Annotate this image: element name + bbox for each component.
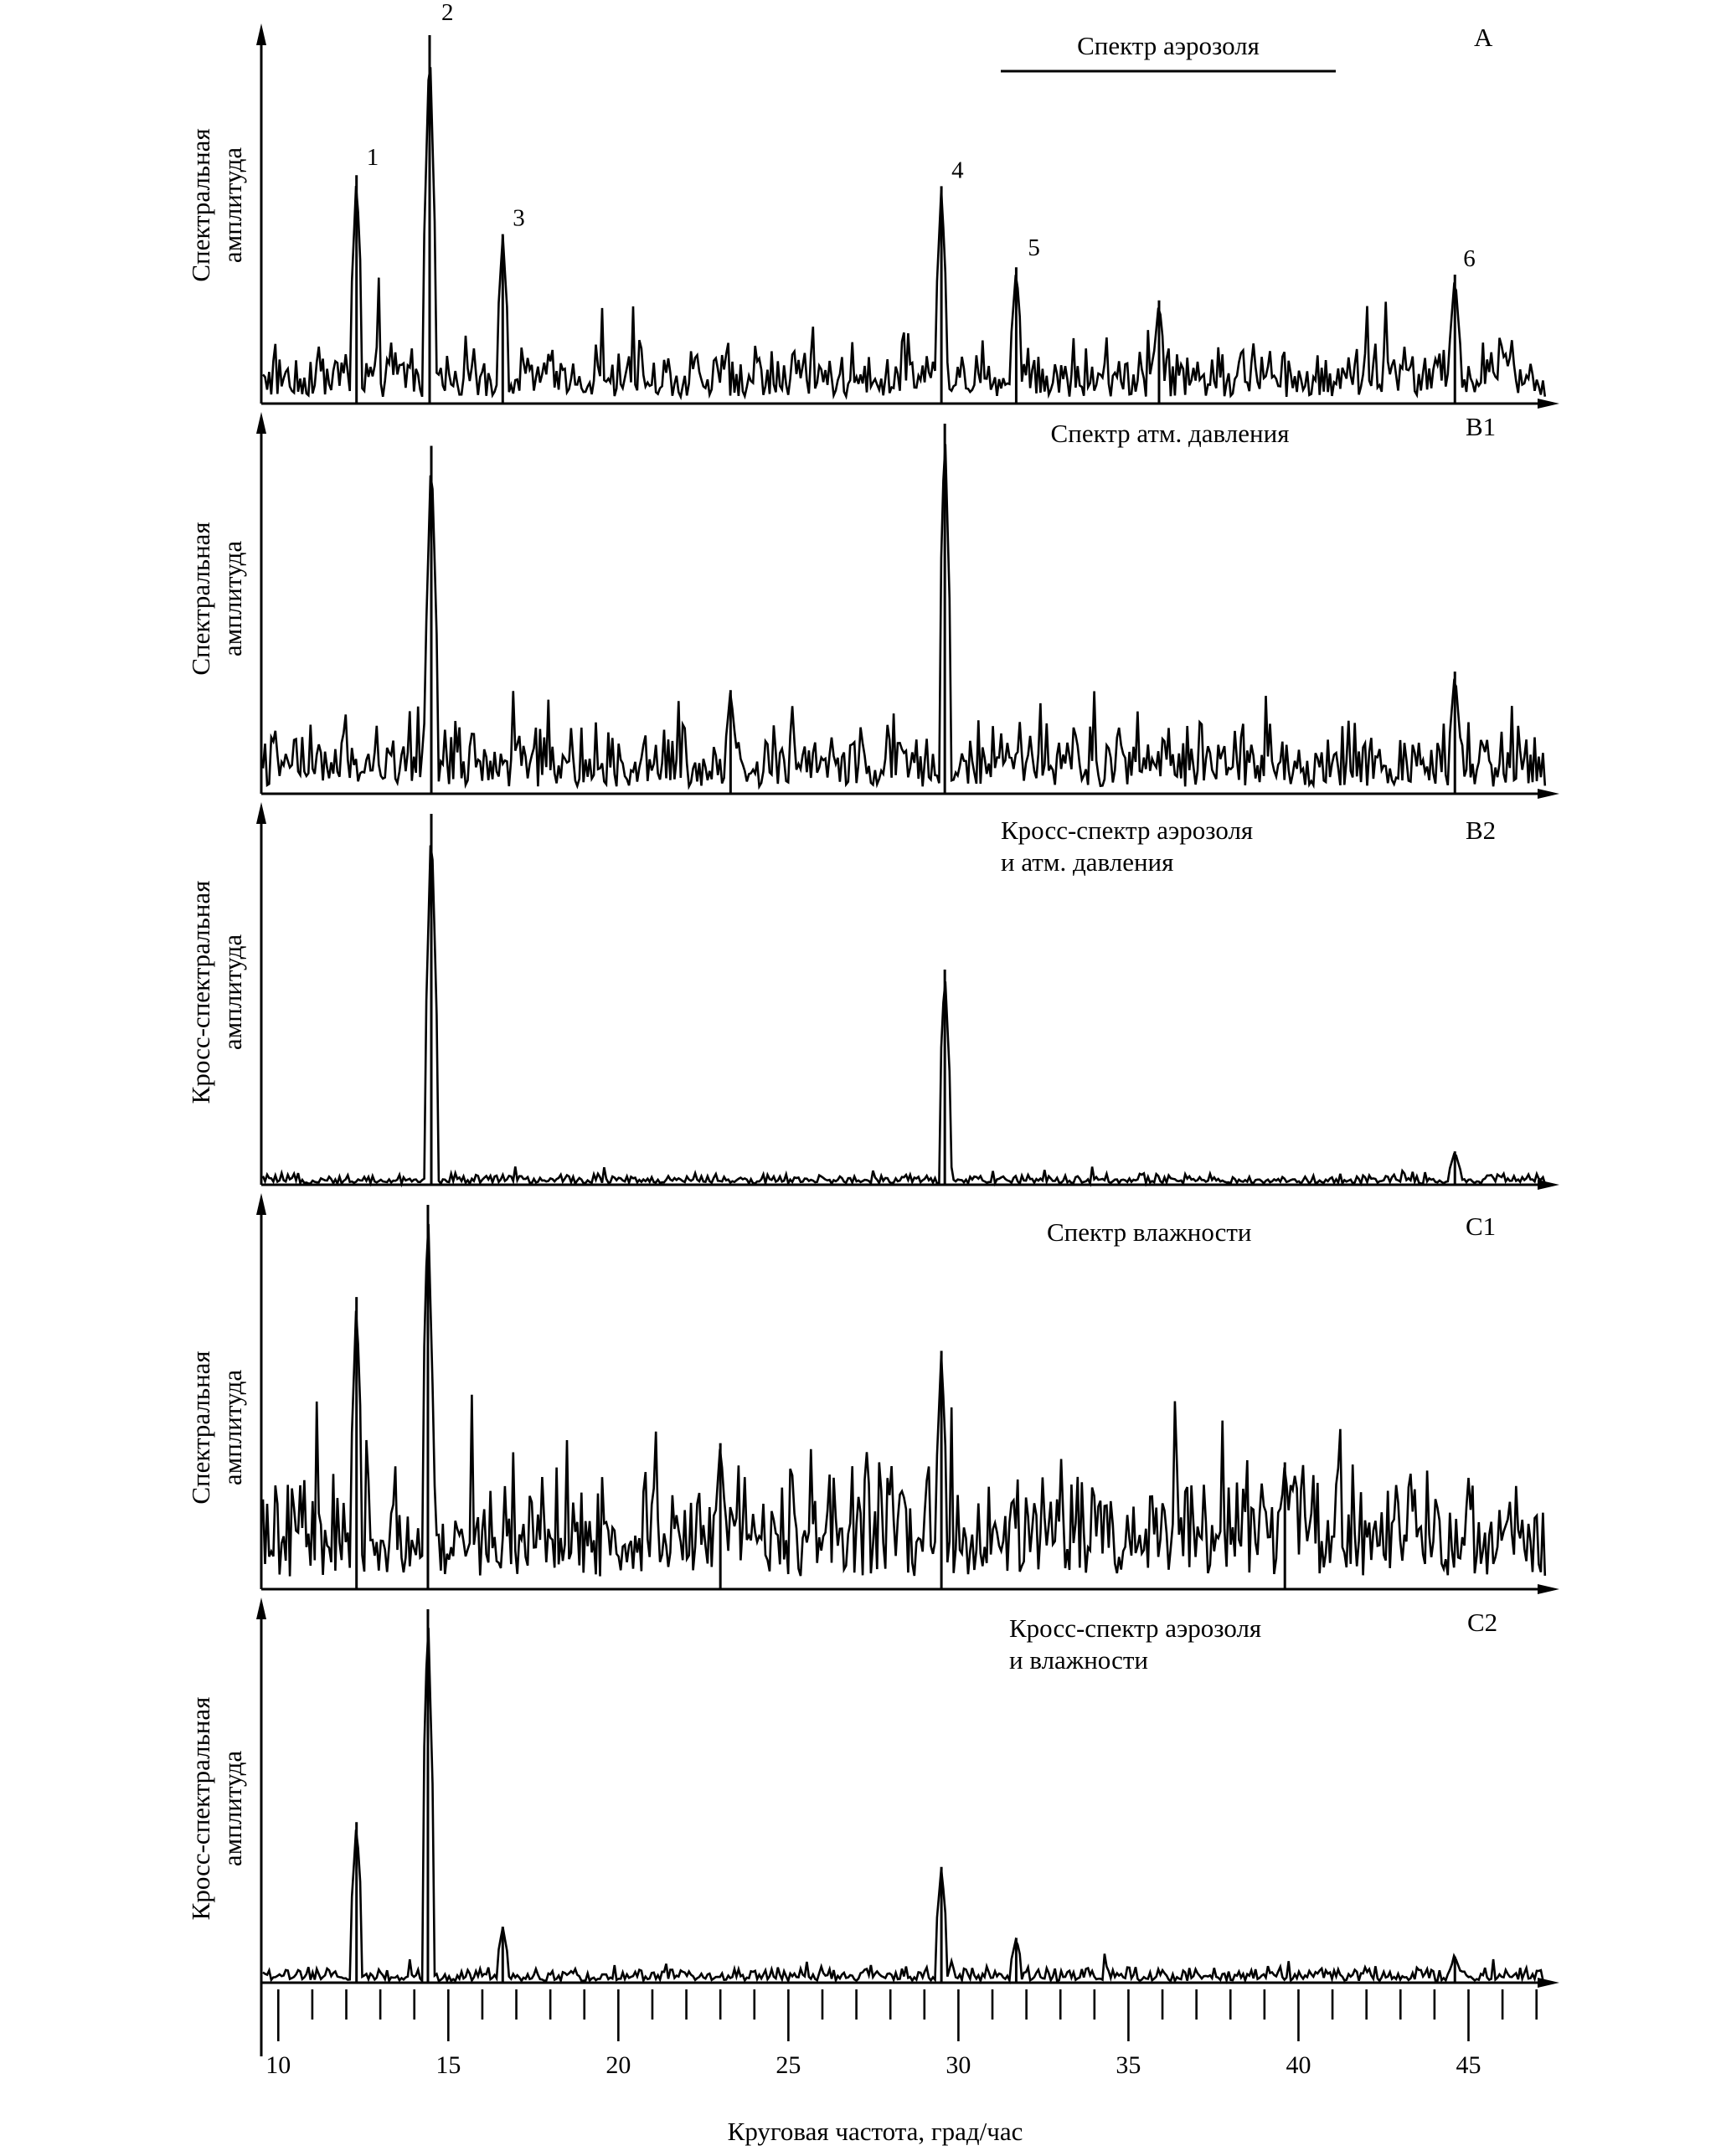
panel-b1 [256, 412, 1559, 799]
panel-a-y-arrow [256, 23, 266, 45]
x-tick-label-40: 40 [1286, 2051, 1311, 2079]
panel-b1-title: Спектр атм. давления [1050, 419, 1290, 448]
panel-b2-title-line2: и атм. давления [1001, 847, 1174, 877]
panel-b2-y-arrow [256, 802, 266, 824]
panel-b1-series-line [263, 445, 1545, 787]
x-tick-label-30: 30 [946, 2051, 971, 2079]
panel-a-tag: A [1474, 23, 1493, 52]
panel-b2-ylabel-line2: амплитуда [218, 934, 247, 1051]
panel-a-ylabel-line1: Спектральная [186, 128, 215, 282]
x-tick-label-20: 20 [605, 2051, 631, 2079]
panel-c2-tag: C2 [1467, 1608, 1498, 1637]
peak-label-3: 3 [513, 204, 525, 232]
peak-label-4: 4 [951, 157, 964, 184]
x-tick-label-15: 15 [435, 2051, 461, 2079]
panel-c1-y-arrow [256, 1193, 266, 1215]
panel-b2-ylabel-line1: Кросс-спектральная [186, 880, 215, 1104]
panel-a-series-line [263, 67, 1545, 397]
panel-b1-tag: B1 [1466, 412, 1497, 441]
panel-c2 [256, 1598, 1559, 2079]
panel-c1-series-line [263, 1224, 1545, 1577]
peak-label-6: 6 [1463, 245, 1476, 272]
panel-c2-ylabel-line1: Кросс-спектральная [186, 1696, 215, 1921]
panel-b1-x-arrow [1538, 789, 1559, 799]
panel-b2-tag: B2 [1466, 816, 1497, 845]
panel-c2-title-line2: и влажности [1009, 1645, 1148, 1675]
panel-b2-x-arrow [1538, 1180, 1559, 1190]
panel-c2-ylabel-line2: амплитуда [218, 1750, 247, 1867]
panel-c1-tag: C1 [1466, 1212, 1497, 1241]
panel-b2-title-line1: Кросс-спектр аэрозоля [1001, 816, 1254, 845]
panel-c2-x-arrow [1538, 1978, 1559, 1988]
panel-a-x-arrow [1538, 399, 1559, 409]
panel-b1-y-arrow [256, 412, 266, 434]
panel-c2-series-line [263, 1628, 1545, 1981]
panel-a [256, 0, 1559, 409]
peak-label-2: 2 [441, 0, 454, 26]
panel-c1-x-arrow [1538, 1584, 1559, 1594]
peak-label-5: 5 [1028, 234, 1040, 262]
panel-b2-series-line [263, 846, 1545, 1184]
x-tick-label-35: 35 [1116, 2051, 1141, 2079]
panel-c1-ylabel-line1: Спектральная [186, 1351, 215, 1505]
panel-c1-ylabel-line2: амплитуда [218, 1369, 247, 1486]
panel-a-title: Спектр аэрозоля [1077, 31, 1260, 60]
peak-label-1: 1 [366, 144, 379, 172]
panel-c2-title-line1: Кросс-спектр аэрозоля [1009, 1613, 1262, 1643]
panel-c1 [256, 1193, 1559, 1594]
x-axis-label: Круговая частота, град/час [727, 2117, 1023, 2146]
panel-b1-ylabel-line1: Спектральная [186, 522, 215, 676]
panel-b2 [256, 802, 1559, 1190]
panel-c1-title: Спектр влажности [1047, 1217, 1252, 1247]
x-tick-label-10: 10 [265, 2051, 291, 2079]
x-tick-label-25: 25 [775, 2051, 801, 2079]
plots-layer [256, 0, 1559, 2079]
panel-b1-ylabel-line2: амплитуда [218, 540, 247, 657]
panel-c2-y-arrow [256, 1598, 266, 1619]
panel-a-ylabel-line2: амплитуда [218, 147, 247, 264]
x-tick-label-45: 45 [1456, 2051, 1481, 2079]
